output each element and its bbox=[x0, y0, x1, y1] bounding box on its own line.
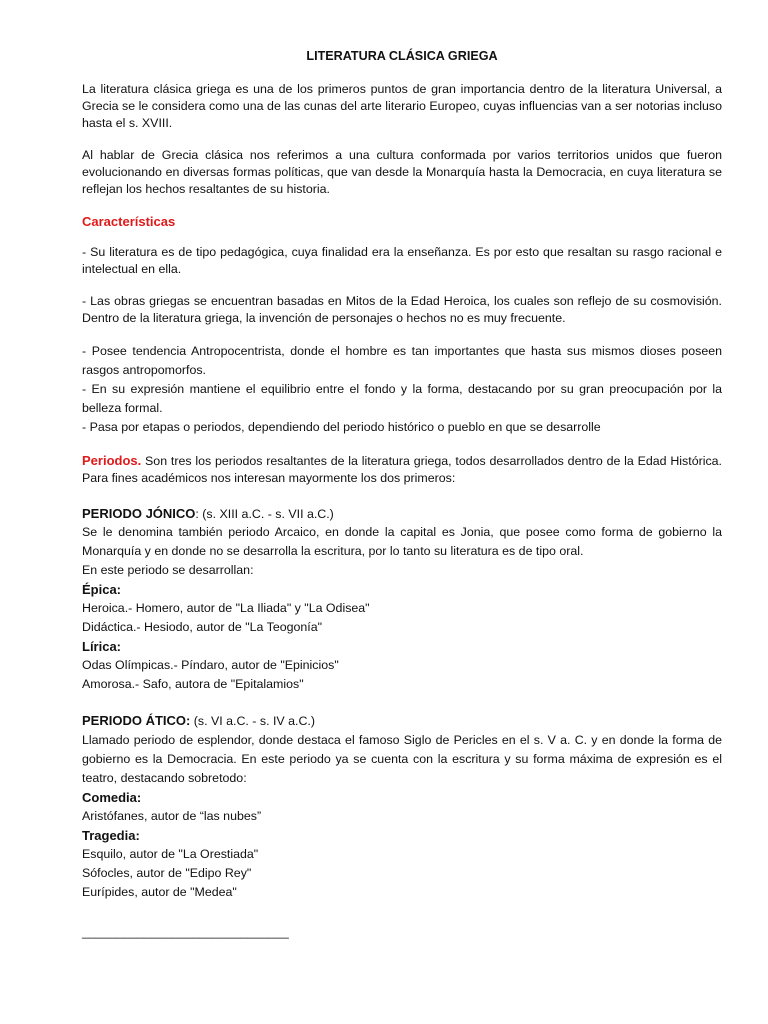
caracteristica-item-3: - Posee tendencia Antropocentrista, donde el hombre es tan importantes que hasta sus mismos dioses poseen rasgos antropomorfos. bbox=[82, 344, 722, 377]
jonico-dates: : (s. XIII a.C. - s. VII a.C.) bbox=[195, 507, 334, 521]
epica-item-1: Heroica.- Homero, autor de "La Iliada" y "La Odisea" bbox=[82, 601, 370, 615]
atico-heading: PERIODO ÁTICO: bbox=[82, 713, 191, 728]
jonico-heading: PERIODO JÓNICO bbox=[82, 506, 196, 521]
caracteristica-item-2: - Las obras griegas se encuentran basadas en Mitos de la Edad Heroica, los cuales son reflejo de su cosmovisión. Dentro de la literatura griega, la invención de personajes o hechos no es muy frecuente. bbox=[82, 294, 722, 325]
jonico-intro-line: En este periodo se desarrollan: bbox=[82, 563, 254, 577]
tragedia-item-2: Sófocles, autor de "Edipo Rey" bbox=[82, 866, 252, 880]
periodos-text: Son tres los periodos resaltantes de la literatura griega, todos desarrollados dentro de la Edad Histórica. Para fines académicos nos interesan mayormente los dos primeros: bbox=[82, 454, 722, 485]
caracteristica-item-5: - Pasa por etapas o periodos, dependiendo del periodo histórico o pueblo en que se desarrolle bbox=[82, 420, 601, 434]
tragedia-item-1: Esquilo, autor de "La Orestiada" bbox=[82, 847, 259, 861]
lirica-label: Lírica: bbox=[82, 639, 122, 654]
tragedia-item-3: Eurípides, autor de "Medea" bbox=[82, 885, 237, 899]
periodos-paragraph bbox=[82, 452, 722, 487]
tragedia-label: Tragedia: bbox=[82, 828, 140, 843]
document-page bbox=[82, 48, 722, 902]
epica-item-2: Didáctica.- Hesiodo, autor de "La Teogonía" bbox=[82, 620, 323, 634]
jonico-description: Se le denomina también periodo Arcaico, en donde la capital es Jonia, que posee como forma de gobierno la Monarquía y en donde no se desarrolla la escritura, por lo tanto su literatura es de tipo oral. bbox=[82, 525, 722, 558]
footer-rule: ______________________________ bbox=[82, 925, 289, 939]
epica-label: Épica: bbox=[82, 582, 122, 597]
lirica-item-1: Odas Olímpicas.- Píndaro, autor de "Epinicios" bbox=[82, 658, 339, 672]
atico-heading-line bbox=[82, 711, 722, 731]
periodos-heading: Periodos. bbox=[82, 453, 142, 468]
caracteristica-item-4: - En su expresión mantiene el equilibrio entre el fondo y la forma, destacando por su gran preocupación por la belleza formal. bbox=[82, 382, 722, 415]
document-title: LITERATURA CLÁSICA GRIEGA bbox=[306, 49, 498, 63]
comedia-item-1: Aristófanes, autor de “las nubes” bbox=[82, 809, 262, 823]
intro-paragraph-1: La literatura clásica griega es una de los primeros puntos de gran importancia dentro de la literatura Universal, a Grecia se le considera como una de las cunas del arte literario Europeo, cuyas influencias van a ser notorias incluso hasta el s. XVIII. bbox=[82, 82, 722, 130]
comedia-label: Comedia: bbox=[82, 790, 142, 805]
caracteristica-item-1: - Su literatura es de tipo pedagógica, cuya finalidad era la enseñanza. Es por esto que resaltan su rasgo racional e intelectual en ella. bbox=[82, 245, 722, 276]
atico-dates: (s. VI a.C. - s. IV a.C.) bbox=[190, 714, 315, 728]
jonico-heading-line bbox=[82, 505, 722, 523]
caracteristicas-heading: Características bbox=[82, 214, 176, 229]
atico-description: Llamado periodo de esplendor, donde destaca el famoso Siglo de Pericles en el s. V a. C. y en donde la forma de gobierno es la Democracia. En este periodo ya se cuenta con la escritura y su forma máxima de expresión es el teatro, destacando sobretodo: bbox=[82, 733, 722, 785]
intro-paragraph-2: Al hablar de Grecia clásica nos referimos a una cultura conformada por varios territorios unidos que fueron evolucionando en diversas formas políticas, que van desde la Monarquía hasta la Democracia, en cuya literatura se reflejan los hechos resaltantes de su historia. bbox=[82, 148, 722, 196]
lirica-item-2: Amorosa.- Safo, autora de "Epitalamios" bbox=[82, 677, 304, 691]
